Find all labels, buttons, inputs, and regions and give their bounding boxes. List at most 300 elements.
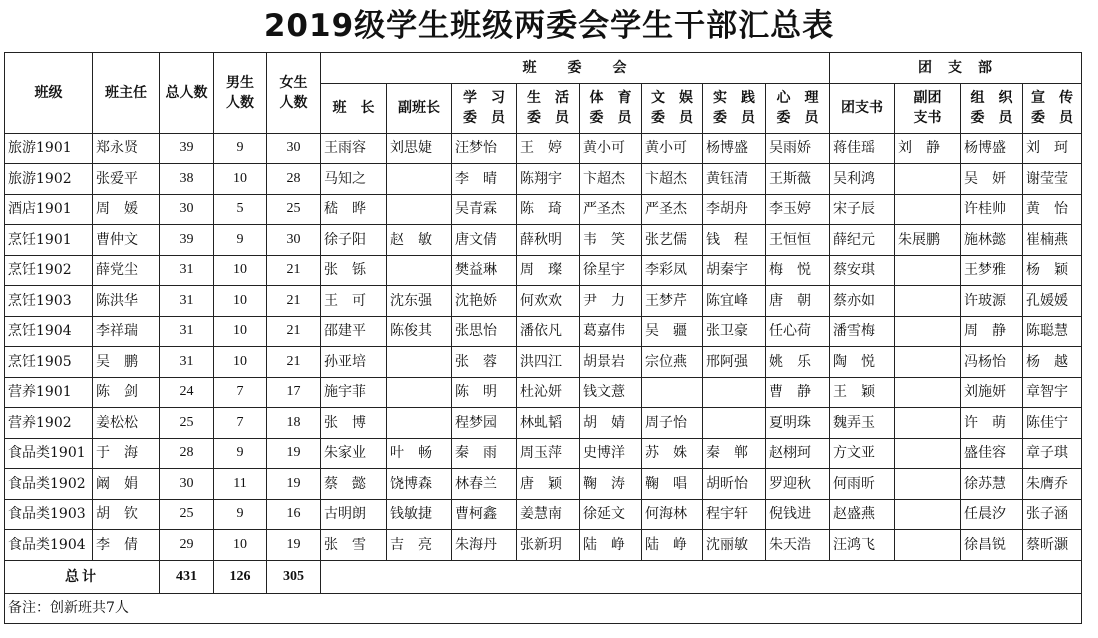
header-role-line: 委 员 [527, 110, 569, 126]
table-row [5, 225, 1082, 256]
cadre-cell: 黄小可 [580, 133, 642, 164]
cadre-cell: 夏明珠 [766, 408, 830, 439]
cadre-cell: 史博洋 [580, 438, 642, 469]
cadre-cell: 何海林 [642, 499, 703, 530]
header-role-8 [830, 83, 895, 133]
table-row [5, 377, 1082, 408]
cadre-cell: 邢阿强 [703, 347, 766, 378]
cadre-cell [895, 164, 961, 195]
cadre-cell: 严圣杰 [580, 194, 642, 225]
cadre-cell: 邵建平 [321, 316, 387, 347]
male-cell: 10 [214, 164, 267, 195]
class-cell: 食品类1903 [5, 499, 93, 530]
class-cell: 烹饪1905 [5, 347, 93, 378]
table-row [5, 347, 1082, 378]
cadre-cell: 沈艳娇 [452, 286, 517, 317]
male-cell: 10 [214, 530, 267, 561]
cadre-cell [895, 408, 961, 439]
female-cell: 30 [267, 225, 321, 256]
cadre-summary-table [4, 52, 1082, 624]
cadre-cell: 潘雪梅 [830, 316, 895, 347]
female-cell: 21 [267, 286, 321, 317]
female-cell: 16 [267, 499, 321, 530]
cadre-cell: 徐昌锐 [961, 530, 1023, 561]
cadre-cell: 杨博盛 [961, 133, 1023, 164]
cadre-cell: 朱海丹 [452, 530, 517, 561]
cadre-cell: 薛秋明 [517, 225, 580, 256]
female-cell: 21 [267, 255, 321, 286]
header-male-line1: 男生 [226, 74, 254, 91]
cadre-cell: 赵盛燕 [830, 499, 895, 530]
cadre-cell: 林虬韬 [517, 408, 580, 439]
cadre-cell: 唐 颖 [517, 469, 580, 500]
header-role-line: 委 员 [970, 110, 1013, 126]
cadre-cell: 王 婷 [517, 133, 580, 164]
male-cell: 9 [214, 133, 267, 164]
cadre-cell: 徐星宇 [580, 255, 642, 286]
cadre-cell: 罗迎秋 [766, 469, 830, 500]
cadre-cell [642, 377, 703, 408]
table-row [5, 438, 1082, 469]
header-role-line: 委 员 [589, 110, 632, 126]
cadre-cell: 叶 畅 [387, 438, 452, 469]
cadre-cell: 张 铄 [321, 255, 387, 286]
cadre-cell: 胡昕怡 [703, 469, 766, 500]
totals-label: 总计 [5, 560, 160, 593]
cadre-cell: 古明朗 [321, 499, 387, 530]
cadre-cell: 周玉萍 [517, 438, 580, 469]
cadre-cell: 林春兰 [452, 469, 517, 500]
female-cell: 18 [267, 408, 321, 439]
cadre-cell: 张思怡 [452, 316, 517, 347]
cadre-cell: 周 璨 [517, 255, 580, 286]
head-teacher-cell: 郑永贤 [93, 133, 160, 164]
cadre-cell: 陈俊其 [387, 316, 452, 347]
header-role-line: 生 活 [527, 90, 569, 106]
total-cell: 25 [160, 408, 214, 439]
cadre-cell: 秦 雨 [452, 438, 517, 469]
male-cell: 5 [214, 194, 267, 225]
cadre-cell: 鞠 涛 [580, 469, 642, 500]
cadre-cell: 严圣杰 [642, 194, 703, 225]
cadre-cell: 沈丽敏 [703, 530, 766, 561]
class-cell: 食品类1902 [5, 469, 93, 500]
cadre-cell: 鞠 唱 [642, 469, 703, 500]
table-body [5, 133, 1082, 560]
header-role-line: 体 育 [589, 90, 632, 106]
cadre-cell: 卞超杰 [580, 164, 642, 195]
total-cell: 38 [160, 164, 214, 195]
cadre-cell: 蔡亦如 [830, 286, 895, 317]
cadre-cell: 李胡舟 [703, 194, 766, 225]
cadre-cell [895, 316, 961, 347]
header-role-line: 心 理 [776, 90, 819, 106]
class-cell: 烹饪1902 [5, 255, 93, 286]
cadre-cell: 周 静 [961, 316, 1023, 347]
class-cell: 旅游1902 [5, 164, 93, 195]
cadre-cell: 秦 郸 [703, 438, 766, 469]
cadre-cell: 陈宜峰 [703, 286, 766, 317]
cadre-cell [895, 530, 961, 561]
female-cell: 30 [267, 133, 321, 164]
cadre-cell: 程宇轩 [703, 499, 766, 530]
class-cell: 食品类1904 [5, 530, 93, 561]
cadre-cell: 尹 力 [580, 286, 642, 317]
note-row [5, 593, 1082, 624]
cadre-cell: 姜慧南 [517, 499, 580, 530]
cadre-cell: 杨博盛 [703, 133, 766, 164]
header-female-line1: 女生 [279, 74, 308, 91]
cadre-cell: 苏 姝 [642, 438, 703, 469]
cadre-cell [895, 255, 961, 286]
cadre-cell [387, 194, 452, 225]
header-role-4 [580, 83, 642, 133]
header-role-line: 委 员 [713, 110, 755, 126]
header-role-5 [642, 83, 703, 133]
cadre-cell: 黄 怡 [1023, 194, 1082, 225]
cadre-cell: 宋子辰 [830, 194, 895, 225]
cadre-cell [895, 499, 961, 530]
total-cell: 39 [160, 225, 214, 256]
header-class-committee: 班 委 会 [321, 53, 830, 84]
cadre-cell: 唐 朝 [766, 286, 830, 317]
table-footer [5, 560, 1082, 624]
cadre-cell: 曹柯鑫 [452, 499, 517, 530]
header-role-line: 文 娱 [651, 90, 693, 106]
cadre-cell: 张 雪 [321, 530, 387, 561]
cadre-cell: 蔡昕灏 [1023, 530, 1082, 561]
head-teacher-cell: 张爱平 [93, 164, 160, 195]
cadre-cell: 张 蓉 [452, 347, 517, 378]
female-cell: 19 [267, 469, 321, 500]
cadre-cell: 钱文薏 [580, 377, 642, 408]
cadre-cell: 刘 珂 [1023, 133, 1082, 164]
male-cell: 10 [214, 347, 267, 378]
cadre-cell: 张子涵 [1023, 499, 1082, 530]
head-teacher-cell: 于 海 [93, 438, 160, 469]
cadre-cell: 姚 乐 [766, 347, 830, 378]
cadre-cell: 胡景岩 [580, 347, 642, 378]
cadre-cell: 施林懿 [961, 225, 1023, 256]
table-row [5, 255, 1082, 286]
male-cell: 9 [214, 438, 267, 469]
cadre-cell: 何欢欢 [517, 286, 580, 317]
cadre-cell: 沈东强 [387, 286, 452, 317]
cadre-cell: 洪四江 [517, 347, 580, 378]
cadre-cell [895, 469, 961, 500]
head-teacher-cell: 周 媛 [93, 194, 160, 225]
female-cell: 28 [267, 164, 321, 195]
header-role-1 [387, 83, 452, 133]
cadre-cell: 杜沁妍 [517, 377, 580, 408]
male-cell: 10 [214, 255, 267, 286]
table-row [5, 194, 1082, 225]
total-cell: 29 [160, 530, 214, 561]
header-role-0 [321, 83, 387, 133]
cadre-cell: 刘思婕 [387, 133, 452, 164]
female-cell: 21 [267, 316, 321, 347]
header-role-9 [895, 83, 961, 133]
cadre-cell: 李 晴 [452, 164, 517, 195]
cadre-cell: 赵栩珂 [766, 438, 830, 469]
header-class: 班级 [5, 53, 93, 134]
male-cell: 11 [214, 469, 267, 500]
cadre-cell: 胡秦宇 [703, 255, 766, 286]
table-row [5, 286, 1082, 317]
total-cell: 30 [160, 194, 214, 225]
cadre-cell: 冯杨怡 [961, 347, 1023, 378]
female-cell: 19 [267, 438, 321, 469]
cadre-cell: 蔡 懿 [321, 469, 387, 500]
cadre-cell: 张新玥 [517, 530, 580, 561]
cadre-cell: 王梦雅 [961, 255, 1023, 286]
cadre-cell [895, 347, 961, 378]
header-male [214, 53, 267, 134]
cadre-cell: 章智宇 [1023, 377, 1082, 408]
cadre-cell: 王恒恒 [766, 225, 830, 256]
cadre-cell: 薛纪元 [830, 225, 895, 256]
cadre-cell: 吴青霖 [452, 194, 517, 225]
cadre-cell: 蒋佳瑶 [830, 133, 895, 164]
cadre-cell: 盛佳容 [961, 438, 1023, 469]
class-cell: 旅游1901 [5, 133, 93, 164]
cadre-cell: 张 博 [321, 408, 387, 439]
head-teacher-cell: 阚 娟 [93, 469, 160, 500]
cadre-cell: 马知之 [321, 164, 387, 195]
cadre-cell: 张卫豪 [703, 316, 766, 347]
class-cell: 营养1901 [5, 377, 93, 408]
cadre-cell [703, 377, 766, 408]
cadre-cell: 徐子阳 [321, 225, 387, 256]
head-teacher-cell: 李 倩 [93, 530, 160, 561]
cadre-cell [895, 438, 961, 469]
cadre-cell: 梅 悦 [766, 255, 830, 286]
head-teacher-cell: 陈洪华 [93, 286, 160, 317]
cadre-cell [895, 194, 961, 225]
head-teacher-cell: 薛党尘 [93, 255, 160, 286]
class-cell: 酒店1901 [5, 194, 93, 225]
cadre-cell: 张艺儒 [642, 225, 703, 256]
total-cell: 30 [160, 469, 214, 500]
cadre-cell: 饶博森 [387, 469, 452, 500]
table-header [5, 53, 1082, 134]
cadre-cell: 王梦芹 [642, 286, 703, 317]
head-teacher-cell: 李祥瑞 [93, 316, 160, 347]
header-role-line: 实 践 [713, 90, 755, 106]
cadre-cell: 许 萌 [961, 408, 1023, 439]
cadre-cell: 任心荷 [766, 316, 830, 347]
cadre-cell: 徐延文 [580, 499, 642, 530]
cadre-cell [387, 255, 452, 286]
total-cell: 31 [160, 347, 214, 378]
cadre-cell: 李彩凤 [642, 255, 703, 286]
cadre-cell: 唐文倩 [452, 225, 517, 256]
cadre-cell: 王斯薇 [766, 164, 830, 195]
head-teacher-cell: 曹仲文 [93, 225, 160, 256]
cadre-cell: 倪钱进 [766, 499, 830, 530]
cadre-cell [703, 408, 766, 439]
table-row [5, 499, 1082, 530]
cadre-cell: 杨 越 [1023, 347, 1082, 378]
class-cell: 烹饪1904 [5, 316, 93, 347]
cadre-cell: 许玻源 [961, 286, 1023, 317]
female-cell: 19 [267, 530, 321, 561]
male-cell: 9 [214, 499, 267, 530]
cadre-cell: 吴雨娇 [766, 133, 830, 164]
cadre-cell: 何雨昕 [830, 469, 895, 500]
header-role-line: 团支书 [841, 100, 883, 116]
cadre-cell: 嵇 晔 [321, 194, 387, 225]
cadre-cell: 宗位燕 [642, 347, 703, 378]
cadre-cell: 杨 颖 [1023, 255, 1082, 286]
head-teacher-cell: 陈 剑 [93, 377, 160, 408]
cadre-cell: 蔡安琪 [830, 255, 895, 286]
remark-note: 备注：创新班共7人 [5, 593, 1082, 624]
cadre-cell: 樊益琳 [452, 255, 517, 286]
cadre-cell [387, 377, 452, 408]
male-cell: 9 [214, 225, 267, 256]
table-row [5, 164, 1082, 195]
cadre-cell: 葛嘉伟 [580, 316, 642, 347]
cadre-cell: 陆 峥 [580, 530, 642, 561]
class-cell: 烹饪1903 [5, 286, 93, 317]
cadre-cell: 徐苏慧 [961, 469, 1023, 500]
cadre-cell: 朱天浩 [766, 530, 830, 561]
cadre-cell: 潘依凡 [517, 316, 580, 347]
header-role-6 [703, 83, 766, 133]
totals-empty [321, 560, 1082, 593]
cadre-cell: 陈翔宇 [517, 164, 580, 195]
totals-total: 431 [160, 560, 214, 593]
cadre-cell: 王 可 [321, 286, 387, 317]
cadre-cell: 谢莹莹 [1023, 164, 1082, 195]
total-cell: 28 [160, 438, 214, 469]
table-row [5, 316, 1082, 347]
table-row [5, 530, 1082, 561]
total-cell: 24 [160, 377, 214, 408]
cadre-cell [895, 286, 961, 317]
female-cell: 25 [267, 194, 321, 225]
header-role-line: 组 织 [970, 90, 1013, 106]
cadre-cell: 程梦园 [452, 408, 517, 439]
class-cell: 营养1902 [5, 408, 93, 439]
class-cell: 烹饪1901 [5, 225, 93, 256]
cadre-cell: 朱展鹏 [895, 225, 961, 256]
header-role-line: 宣 传 [1031, 90, 1073, 106]
cadre-cell: 章子琪 [1023, 438, 1082, 469]
cadre-cell: 黄小可 [642, 133, 703, 164]
cadre-cell: 钱 程 [703, 225, 766, 256]
cadre-cell: 卞超杰 [642, 164, 703, 195]
header-total: 总人数 [160, 53, 214, 134]
header-role-line: 副团 [913, 90, 942, 106]
cadre-cell: 朱家业 [321, 438, 387, 469]
cadre-cell: 曹 静 [766, 377, 830, 408]
table-row [5, 469, 1082, 500]
cadre-cell: 孙亚培 [321, 347, 387, 378]
cadre-cell [387, 408, 452, 439]
cadre-cell: 吴 疆 [642, 316, 703, 347]
cadre-cell: 魏弄玉 [830, 408, 895, 439]
cadre-cell: 黄钰清 [703, 164, 766, 195]
header-role-line: 委 员 [776, 110, 819, 126]
header-role-line: 副班长 [398, 100, 440, 116]
header-role-2 [452, 83, 517, 133]
totals-female: 305 [267, 560, 321, 593]
cadre-cell: 周子怡 [642, 408, 703, 439]
cadre-cell: 赵 敏 [387, 225, 452, 256]
page-title: 2019级学生班级两委会学生干部汇总表 [263, 8, 835, 44]
cadre-cell: 任晨汐 [961, 499, 1023, 530]
total-cell: 39 [160, 133, 214, 164]
cadre-cell: 崔楠燕 [1023, 225, 1082, 256]
male-cell: 7 [214, 377, 267, 408]
cadre-cell [387, 347, 452, 378]
cadre-cell: 陈 琦 [517, 194, 580, 225]
table-row [5, 133, 1082, 164]
male-cell: 10 [214, 316, 267, 347]
cadre-cell: 陈聪慧 [1023, 316, 1082, 347]
cadre-cell: 孔媛媛 [1023, 286, 1082, 317]
total-cell: 31 [160, 255, 214, 286]
header-role-3 [517, 83, 580, 133]
cadre-cell: 韦 笑 [580, 225, 642, 256]
head-teacher-cell: 胡 钦 [93, 499, 160, 530]
total-cell: 25 [160, 499, 214, 530]
cadre-cell: 刘 静 [895, 133, 961, 164]
table-row [5, 408, 1082, 439]
male-cell: 7 [214, 408, 267, 439]
header-league-branch: 团 支 部 [830, 53, 1082, 84]
header-role-line: 学 习 [463, 90, 505, 106]
cadre-cell: 施宇菲 [321, 377, 387, 408]
class-cell: 食品类1901 [5, 438, 93, 469]
total-cell: 31 [160, 286, 214, 317]
cadre-cell: 吴 妍 [961, 164, 1023, 195]
cadre-cell: 许桂帅 [961, 194, 1023, 225]
header-male-line2: 人数 [226, 94, 254, 111]
female-cell: 17 [267, 377, 321, 408]
cadre-cell: 王 颖 [830, 377, 895, 408]
cadre-cell: 王雨容 [321, 133, 387, 164]
cadre-cell: 李玉婷 [766, 194, 830, 225]
header-female [267, 53, 321, 134]
header-head-teacher: 班主任 [93, 53, 160, 134]
header-role-7 [766, 83, 830, 133]
header-role-11 [1023, 83, 1082, 133]
cadre-cell: 陈佳宁 [1023, 408, 1082, 439]
totals-male: 126 [214, 560, 267, 593]
cadre-cell: 朱膺乔 [1023, 469, 1082, 500]
cadre-cell: 陆 峥 [642, 530, 703, 561]
cadre-cell: 方文亚 [830, 438, 895, 469]
totals-row [5, 560, 1082, 593]
cadre-cell [895, 377, 961, 408]
cadre-cell: 刘施妍 [961, 377, 1023, 408]
cadre-cell: 陶 悦 [830, 347, 895, 378]
header-role-line: 班 长 [332, 100, 375, 116]
header-role-line: 支书 [913, 110, 942, 126]
header-role-line: 委 员 [651, 110, 693, 126]
male-cell: 10 [214, 286, 267, 317]
cadre-cell: 胡 婧 [580, 408, 642, 439]
total-cell: 31 [160, 316, 214, 347]
head-teacher-cell: 吴 鹏 [93, 347, 160, 378]
cadre-cell: 钱敏捷 [387, 499, 452, 530]
header-role-line: 委 员 [1031, 110, 1073, 126]
header-role-10 [961, 83, 1023, 133]
cadre-cell: 汪鸿飞 [830, 530, 895, 561]
